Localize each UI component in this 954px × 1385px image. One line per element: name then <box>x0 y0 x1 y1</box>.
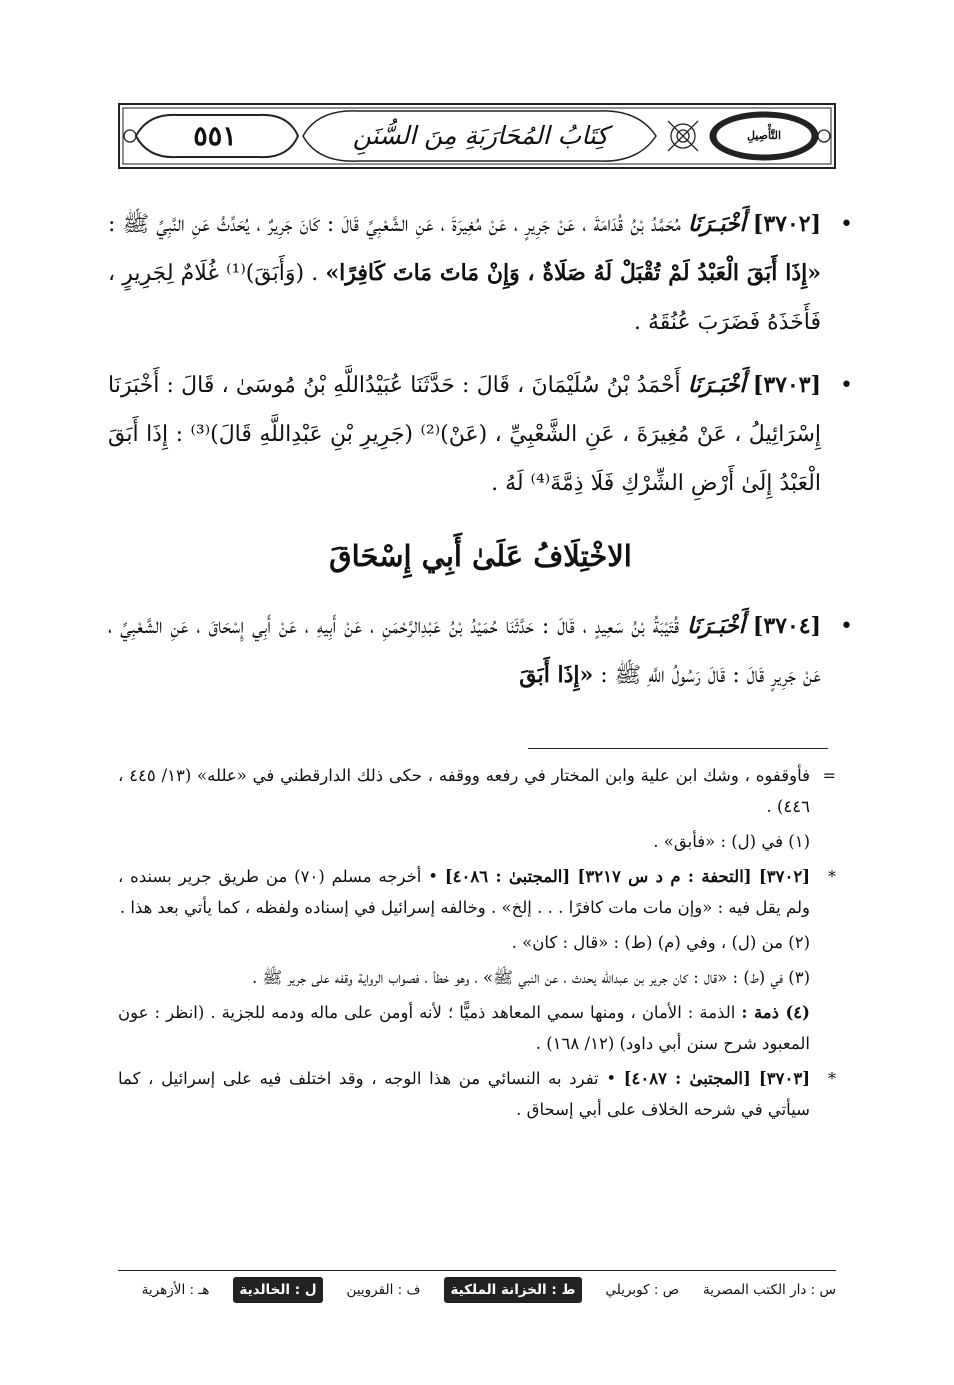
hadith-number: [٣٧٠٣] <box>752 372 822 398</box>
footnote-4 <box>118 997 836 1059</box>
legend-item: ص : كوبريلي <box>605 1282 680 1298</box>
akhbarana-word: أَخْبَـرَنَا <box>687 211 746 237</box>
asterisk-icon: * <box>828 867 836 886</box>
hadith-3704 <box>108 602 853 700</box>
legend-item: س : دار الكتب المصرية <box>703 1282 836 1298</box>
legend-item: هـ : الأزهرية <box>141 1282 210 1298</box>
hadith-3702 <box>108 200 853 347</box>
asterisk-icon: * <box>828 1069 836 1088</box>
bullet-icon: • <box>840 212 853 237</box>
hadith-3703 <box>108 361 853 508</box>
takhrij-reference: [٣٧٠٣] [المجتبىٰ : ٤٠٨٧] <box>623 1069 811 1088</box>
main-text <box>108 200 853 714</box>
legend-separator <box>118 1270 836 1271</box>
bullet-icon: • <box>840 614 853 639</box>
page-header <box>118 103 836 169</box>
footnote-text: (٣) في (ط) : «قال : كان جرير بن عبدالله يحدث ، عن النبي ﷺ» ، وهو خطأ ، فصواب الرواية وقفه على جرير ﷺ . <box>251 968 810 987</box>
hadith-isnad: أَحْمَدُ بْنُ سُلَيْمَانَ ، قَالَ : حَدَّثَنَا عُبَيْدُاللَّهِ بْنُ مُوسَىٰ ، قَالَ : أَخْبَرَنَا إِسْرَائِيلُ ، عَنْ مُغِيرَةَ ، عَنِ الشَّعْبِيِّ ، (عَنْ)⁽²⁾ (جَرِيرِ بْنِ عَبْدِاللَّهِ قَالَ)⁽³⁾ : إِذَا أَبَقَ الْعَبْدُ إِلَىٰ أَرْضِ الشِّرْكِ فَلَا ذِمَّةَ⁽⁴⁾ لَهُ . <box>108 373 822 496</box>
hadith-text-after: . (وَأَبَقَ)⁽¹⁾ غُلَامٌ لِجَرِيرٍ ، فَأَخَذَهُ فَضَرَبَ عُنُقَهُ . <box>108 261 821 335</box>
page-number: ٥٥١ <box>193 120 237 152</box>
legend-item: ف : القرويين <box>346 1282 421 1298</box>
footnote-separator <box>528 748 828 749</box>
footnote-text: • أخرجه مسلم (٧٠) من طريق جرير بسنده ، ولم يقل فيه : «وإن مات مات كافرًا . . . إلخ» . وخالفه إسرائيل في إسناده ولفظه ، كما يأتي بعد هذا . <box>118 867 810 917</box>
book-title: كِتَابُ المُحَارَبَةِ مِنَ السُّنَنِ <box>352 120 609 150</box>
bullet-icon: • <box>840 373 853 398</box>
hadith-number: [٣٧٠٤] <box>752 613 821 639</box>
hadith-isnad: مُحَمَّدُ بْنُ قُدَامَةَ ، عَنْ جَرِيرٍ ، عَنْ مُغِيرَةَ ، عَنِ الشَّعْبِيِّ قَالَ : كَانَ جَرِيرٌ ، يُحَدِّثُ عَنِ النَّبِيِّ ﷺ : <box>108 212 688 237</box>
legend-item: ط : الخزانة الملكية <box>444 1277 581 1303</box>
hadith-isnad: قُتَيْبَةُ بْنُ سَعِيدٍ ، قَالَ : حَدَّثَنَا حُمَيْدُ بْنُ عَبْدِالرَّحْمَنِ ، عَنْ أَبِيهِ ، عَنْ أَبِي إِسْحَاقَ ، عَنِ الشَّعْبِيِّ ، عَنْ جَرِيرٍ قَالَ : قَالَ رَسُولُ اللَّهِ ﷺ : <box>108 614 821 688</box>
footnote-continuation <box>118 760 836 822</box>
akhbarana-word: أَخْبَـرَنَا <box>687 613 745 639</box>
footnote-text: فأوقفوه ، وشك ابن علية وابن المختار في رفعه ووقفه ، حكى ذلك الدارقطني في «علله» (١٣/ ٤٤٥ ، ٤٤٦) . <box>118 766 810 816</box>
publisher-logo: التَّأْصِيلِ <box>746 129 782 142</box>
takhrij-3703 <box>118 1063 836 1125</box>
footnotes <box>118 760 836 1129</box>
manuscript-legend <box>118 1277 836 1303</box>
footnote-text: الذمة : الأمان ، ومنها سمي المعاهد ذميًّا ؛ لأنه أومن على ماله ودمه للجزية . (انظر : عون المعبود شرح سنن أبي داود) (١٢/ ١٦٨) . <box>118 1003 810 1053</box>
hadith-matn: «إِذَا أَبَقَ الْعَبْدُ لَمْ تُقْبَلْ لَهُ صَلَاةٌ ، وَإِنْ مَاتَ مَاتَ كَافِرًا» <box>325 260 821 286</box>
footnote-text: • تفرد به النسائي من هذا الوجه ، وقد اختلف فيه على إسرائيل ، كما سيأتي في شرحه الخلاف على أبي إسحاق . <box>118 1069 810 1119</box>
hadith-number: [٣٧٠٢] <box>752 211 822 237</box>
footnote-3 <box>118 962 836 993</box>
takhrij-reference: [٣٧٠٢] [التحفة : م د س ٣٢١٧] [المجتبىٰ : ٤٠٨٦] <box>444 867 811 886</box>
footnote-1 <box>118 826 836 857</box>
legend-item: ل : الخالدية <box>233 1277 322 1303</box>
akhbarana-word: أَخْبَـرَنَا <box>687 372 746 398</box>
footnote-term: (٤) ذمة : <box>741 1003 810 1022</box>
continuation-mark: = <box>822 766 836 785</box>
section-heading: الاخْتِلَافُ عَلَىٰ أَبِي إِسْحَاقَ <box>329 539 632 573</box>
takhrij-3702 <box>118 861 836 923</box>
footnote-text: (٢) من (ل) ، وفي (م) (ط) : «قال : كان» . <box>511 933 810 952</box>
footnote-2 <box>118 927 836 958</box>
footnote-text: (١) في (ل) : «فأبق» . <box>653 832 810 851</box>
hadith-matn: «إِذَا أَبَقَ <box>519 662 594 688</box>
